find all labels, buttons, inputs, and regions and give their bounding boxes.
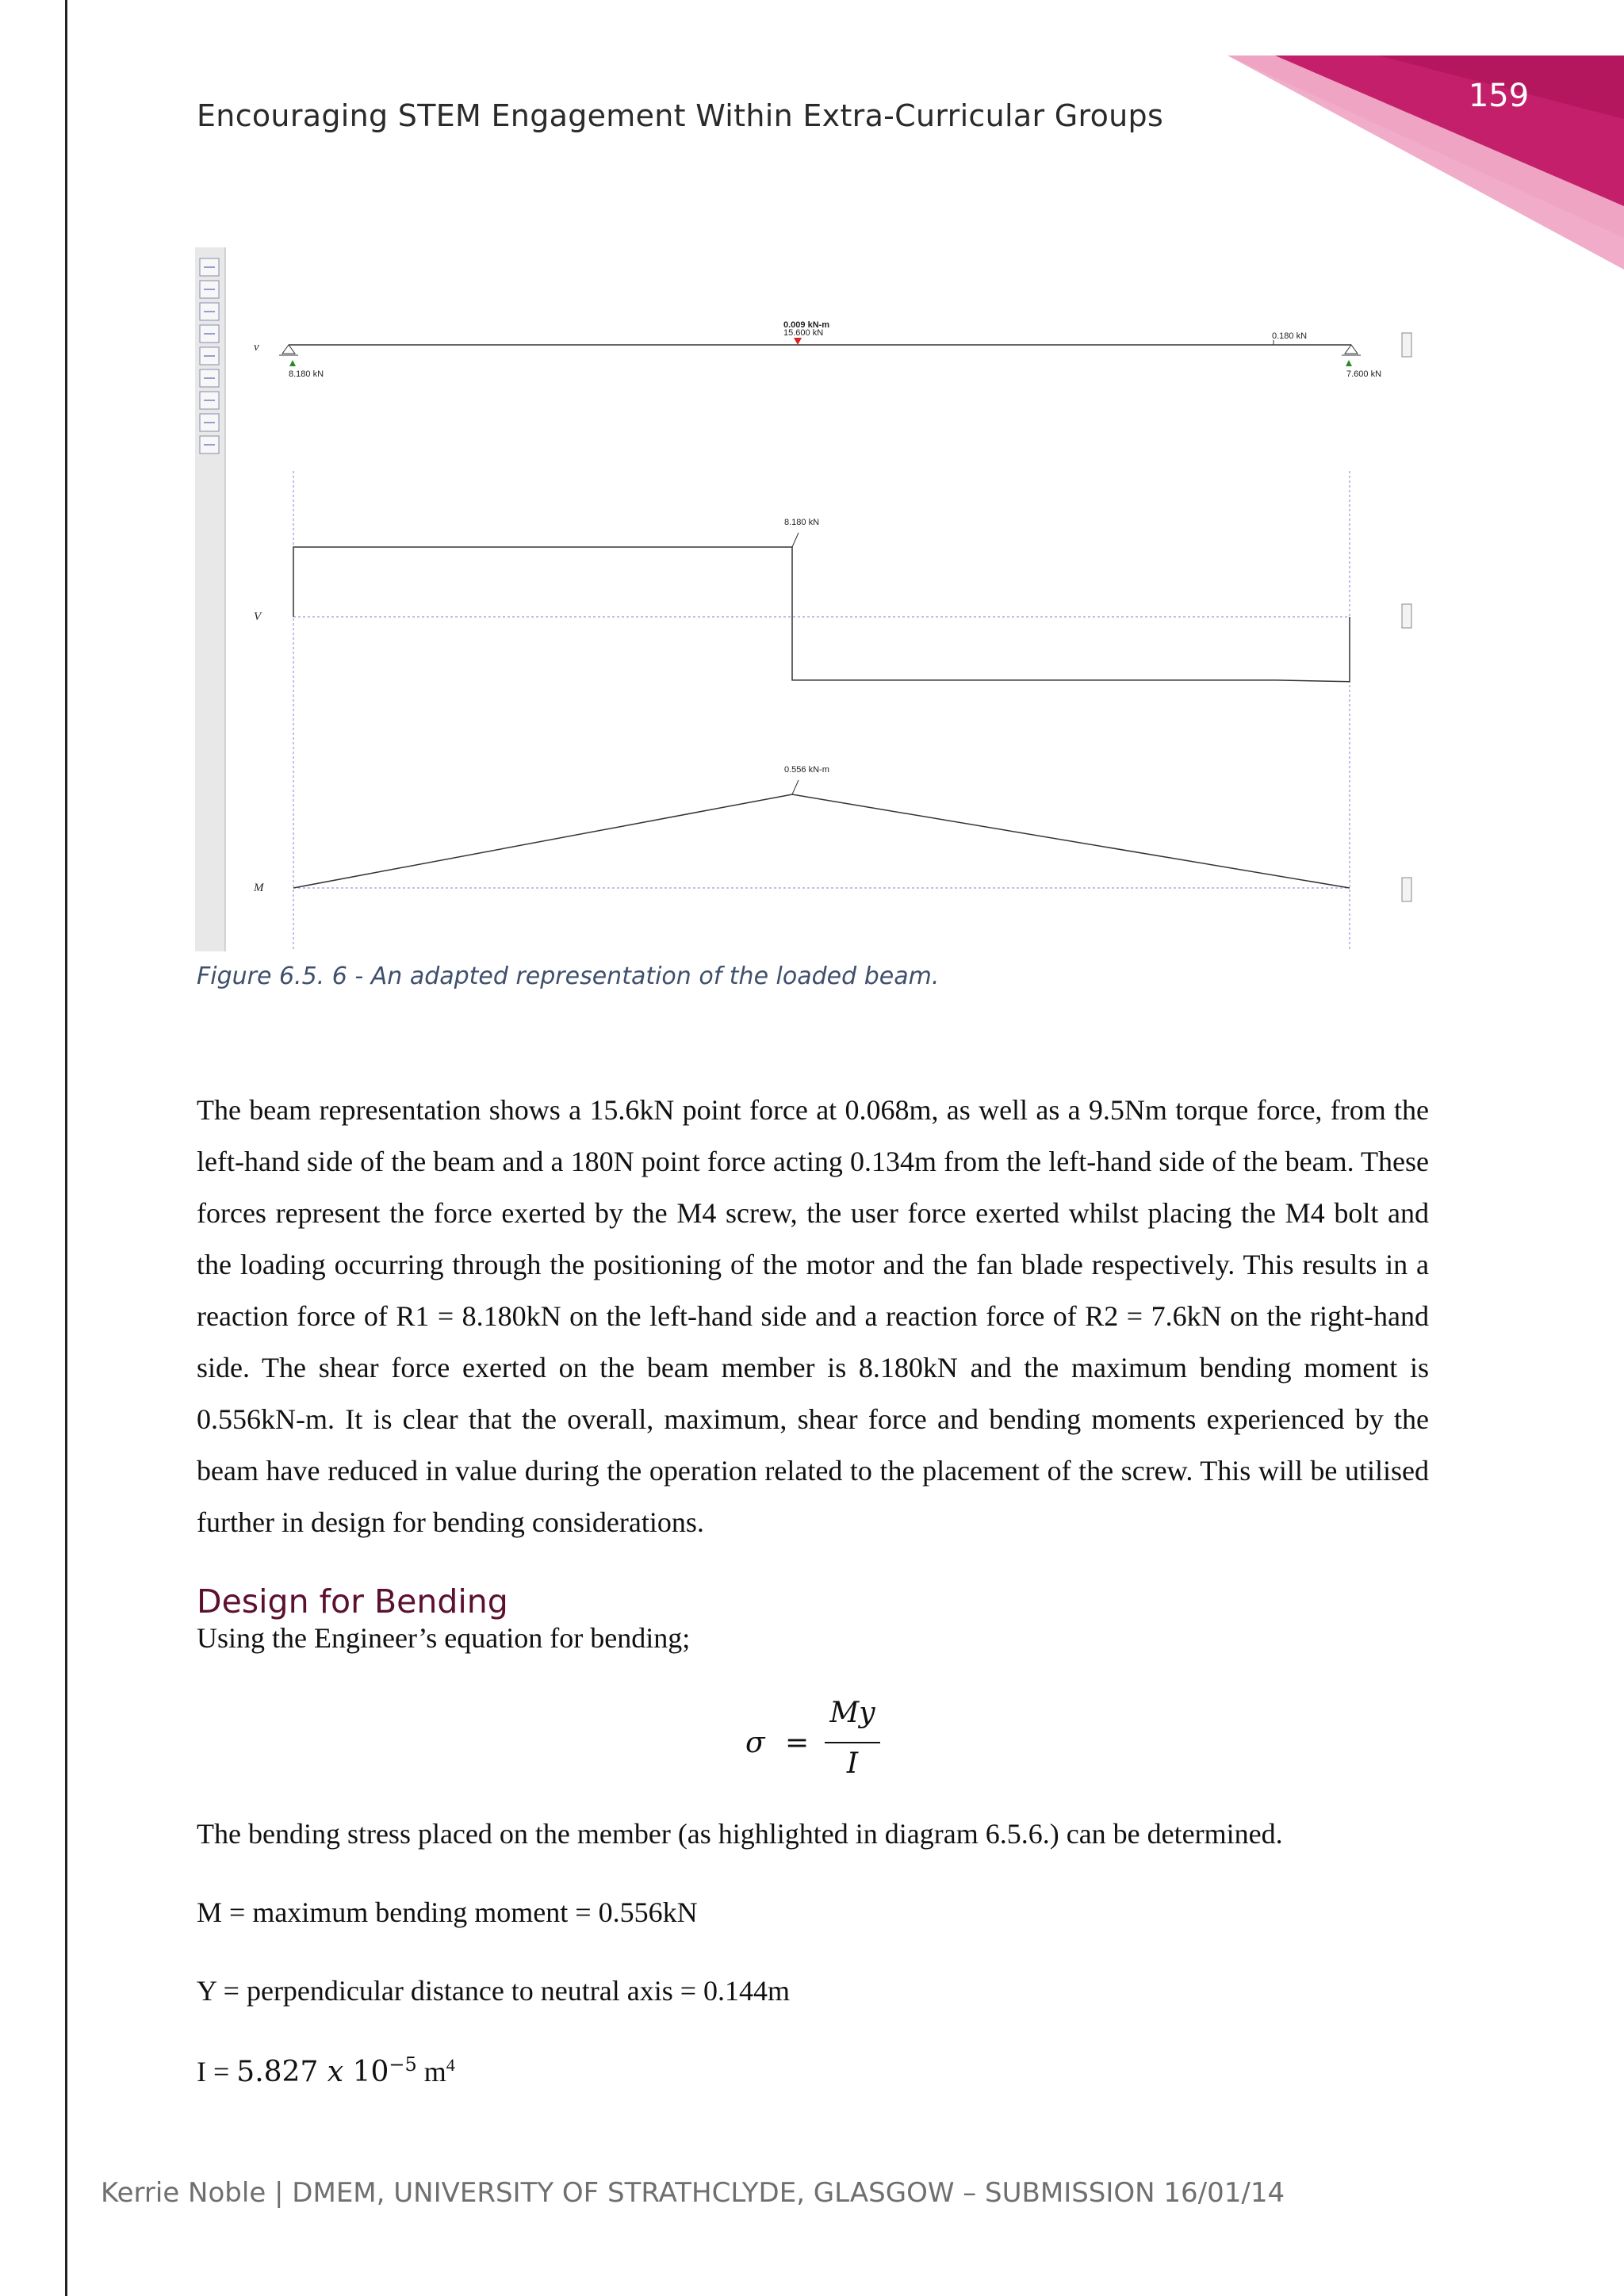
i-exponent: −5 xyxy=(389,2053,417,2076)
moment-load-label: 0.009 kN-m xyxy=(783,320,830,330)
i-times: x xyxy=(318,2056,353,2088)
shear-scroll-control[interactable] xyxy=(1402,604,1411,628)
i-unit-power: 4 xyxy=(446,2055,455,2075)
m-definition: M = maximum bending moment = 0.556kN xyxy=(197,1896,698,1928)
beam-diagram xyxy=(195,247,1427,951)
page-footer: Kerrie Noble | DMEM, UNIVERSITY OF STRATHCLYDE, GLASGOW – SUBMISSION 16/01/14 xyxy=(101,2177,1285,2209)
section-heading: Design for Bending xyxy=(197,1582,508,1621)
beam-scroll-control[interactable] xyxy=(1402,333,1411,357)
corner-decoration xyxy=(1180,0,1624,285)
i-prefix: I = xyxy=(197,2056,237,2087)
y-definition: Y = perpendicular distance to neutral axis = 0.144m xyxy=(197,1975,791,2007)
loaded-beam-figure xyxy=(195,247,1427,951)
point-load-label: 15.600 kN xyxy=(783,328,824,338)
body-paragraph: The beam representation shows a 15.6kN point force at 0.068m, as well as a 9.5Nm torque force, from the left-hand side of the beam and a 180N point force acting 0.134m from the left-hand side of the beam. These forces represent the force exerted by the M4 screw, the user force exerted whilst placing the M4 bolt and the loading occurring through the positioning of the motor and the fan blade respectively. This results in a reaction force of R1 = 8.180kN on the left-hand side and a reaction force of R2 = 7.6kN on the right-hand side. The shear force exerted on the beam member is 8.180kN and the maximum bending moment is 0.556kN-m. It is clear that the overall, maximum, shear force and bending moments experienced by the beam have reduced in value during the operation related to the placement of the screw. This will be utilised further in design for bending considerations. xyxy=(197,1094,1429,1538)
right-reaction-label: 7.600 kN xyxy=(1346,369,1382,379)
toolbar-icons xyxy=(200,258,219,453)
i-mantissa: 5.827 xyxy=(236,2056,319,2088)
equation-sigma: σ xyxy=(745,1727,765,1759)
running-header: Encouraging STEM Engagement Within Extra-Curricular Groups xyxy=(197,98,1164,133)
shear-axis-label: V xyxy=(254,610,262,623)
equation-denominator: I xyxy=(846,1747,859,1780)
beam-axis-label: v xyxy=(254,341,259,354)
shear-peak-label: 8.180 kN xyxy=(784,518,820,527)
i-unit: m xyxy=(416,2056,446,2087)
equation-numerator: My xyxy=(829,1697,875,1729)
right-load-label: 0.180 kN xyxy=(1272,331,1308,341)
moment-axis-label: M xyxy=(254,882,264,894)
equation-intro: Using the Engineer’s equation for bending; xyxy=(197,1622,691,1654)
moment-peak-label: 0.556 kN-m xyxy=(784,765,829,775)
left-reaction-label: 8.180 kN xyxy=(289,369,324,379)
figure-caption: Figure 6.5. 6 - An adapted representation of the loaded beam. xyxy=(197,962,940,990)
equation-equals: = xyxy=(785,1727,810,1759)
stress-statement: The bending stress placed on the member (as highlighted in diagram 6.5.6.) can be determined. xyxy=(197,1818,1283,1850)
page-number: 159 xyxy=(1468,78,1530,114)
i-definition xyxy=(197,2053,455,2088)
fraction-bar xyxy=(825,1742,880,1743)
i-base: 10 xyxy=(352,2056,389,2088)
moment-scroll-control[interactable] xyxy=(1402,878,1411,901)
margin-line xyxy=(65,0,67,2296)
